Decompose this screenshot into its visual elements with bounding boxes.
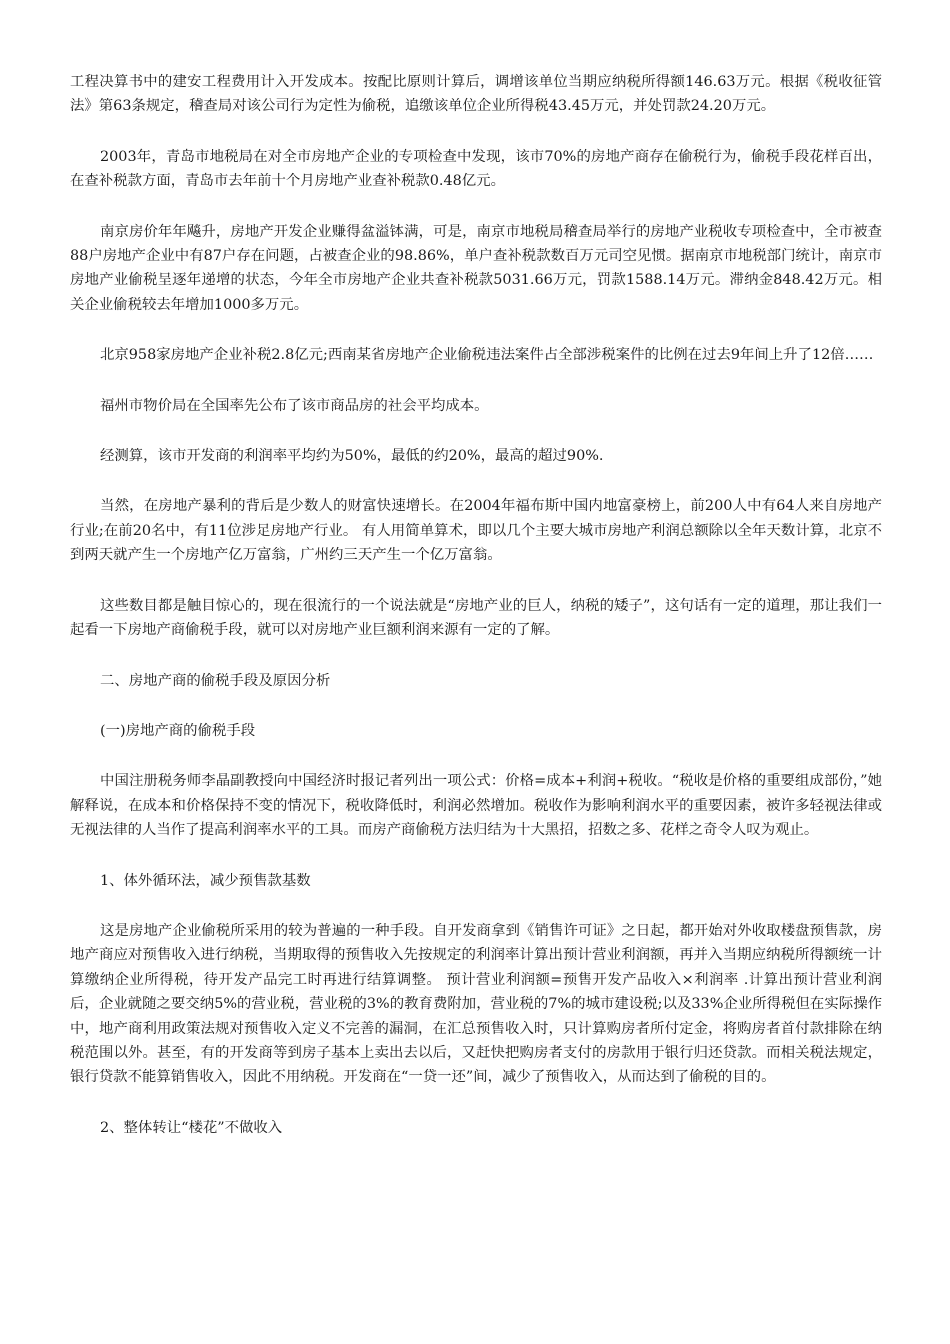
document-page <box>70 70 882 1166</box>
paragraph-fuzhou: 福州市物价局在全国率先公布了该市商品房的社会平均成本。 <box>100 397 489 414</box>
paragraph-numbers: 这些数目都是触目惊心的，现在很流行的一个说法就是“房地产业的巨人，纳税的矮子”，这句话有一定的道理，那让我们一起看一下房地产商偷税手段，就可以对房地产业巨额利润来源有一定的了解。 <box>70 597 882 639</box>
method-heading-2: 2、整体转让“楼花”不做收入 <box>100 1119 283 1136</box>
paragraph-profit-rate: 经测算，该市开发商的利润率平均约为50%，最低的约20%，最高的超过90%. <box>100 448 604 465</box>
paragraph-beijing: 北京958家房地产企业补税2.8亿元;西南某省房地产企业偷税违法案件占全部涉税案件的比例在过去9年间上升了12倍…… <box>100 347 874 364</box>
paragraph-method-1: 这是房地产企业偷税所采用的较为普遍的一种手段。自开发商拿到《销售许可证》之日起，都开始对外收取楼盘预售款，房地产商应对预售收入进行纳税，当期取得的预售收入先按规定的利润率计算出预计营业利润额，再并入当期应纳税所得额统一计算缴纳企业所得税，待开发产品完工时再进行结算调整。 预计营业利润额=预售开发产品收入×利润率 .计算出预计营业利润后，企业就随之要交纳5%的营业税，营业税的3%的教育费附加，营业税的7%的城市建设税;以及33%企业所得税但在实际操作中，地产商利用政策法规对预售收入定义不完善的漏洞，在汇总预售收入时，只计算购房者所付定金，将购房者首付款排除在纳税范围以外。甚至，有的开发商等到房子基本上卖出去以后，又赶快把购房者支付的房款用于银行归还贷款。而相关税法规定，银行贷款不能算销售收入，因此不用纳税。开发商在“一贷一还”间，减少了预售收入，从而达到了偷税的目的。 <box>70 922 882 1086</box>
paragraph-formula: 中国注册税务师李晶副教授向中国经济时报记者列出一项公式：价格=成本+利润+税收。“税收是价格的重要组成部份，”她解释说，在成本和价格保持不变的情况下，税收降低时，利润必然增加。税收作为影响利润水平的重要因素，被许多轻视法律或无视法律的人当作了提高利润率水平的工具。而房产商偷税方法归结为十大黑招，招数之多、花样之奇令人叹为观止。 <box>70 773 882 839</box>
section-heading: 二、房地产商的偷税手段及原因分析 <box>100 672 331 689</box>
paragraph-nanjing: 南京房价年年飚升，房地产开发企业赚得盆溢钵满，可是，南京市地税局稽查局举行的房地产业税收专项检查中，全市被查88户房地产企业中有87户存在问题，占被查企业的98.86%，单户查补税款数百万元司空见惯。据南京市地税部门统计，南京市房地产业偷税呈逐年递增的状态，今年全市房地产企业共查补税款5031.66万元，罚款1588.14万元。滞纳金848.42万元。相关企业偷税较去年增加1000多万元。 <box>70 223 882 313</box>
subsection-heading: (一)房地产商的偷税手段 <box>100 722 256 739</box>
paragraph-continuation: 工程决算书中的建安工程费用计入开发成本。按配比原则计算后，调增该单位当期应纳税所得额146.63万元。根据《税收征管法》第63条规定，稽查局对该公司行为定性为偷税，追缴该单位企业所得税43.45万元，并处罚款24.20万元。 <box>70 74 882 115</box>
paragraph-qingdao: 2003年，青岛市地税局在对全市房地产企业的专项检查中发现，该市70%的房地产商存在偷税行为，偷税手段花样百出，在查补税款方面，青岛市去年前十个月房地产业查补税款0.48亿元。 <box>70 148 882 190</box>
method-heading-1: 1、体外循环法，减少预售款基数 <box>100 872 311 889</box>
paragraph-wealth: 当然，在房地产暴利的背后是少数人的财富快速增长。在2004年福布斯中国内地富豪榜上，前200人中有64人来自房地产行业;在前20名中，有11位涉足房地产行业。 有人用简单算术，即以几个主要大城市房地产利润总额除以全年天数计算，北京不到两天就产生一个房地产亿万富翁，广州约三天产生一个亿万富翁。 <box>70 498 882 564</box>
